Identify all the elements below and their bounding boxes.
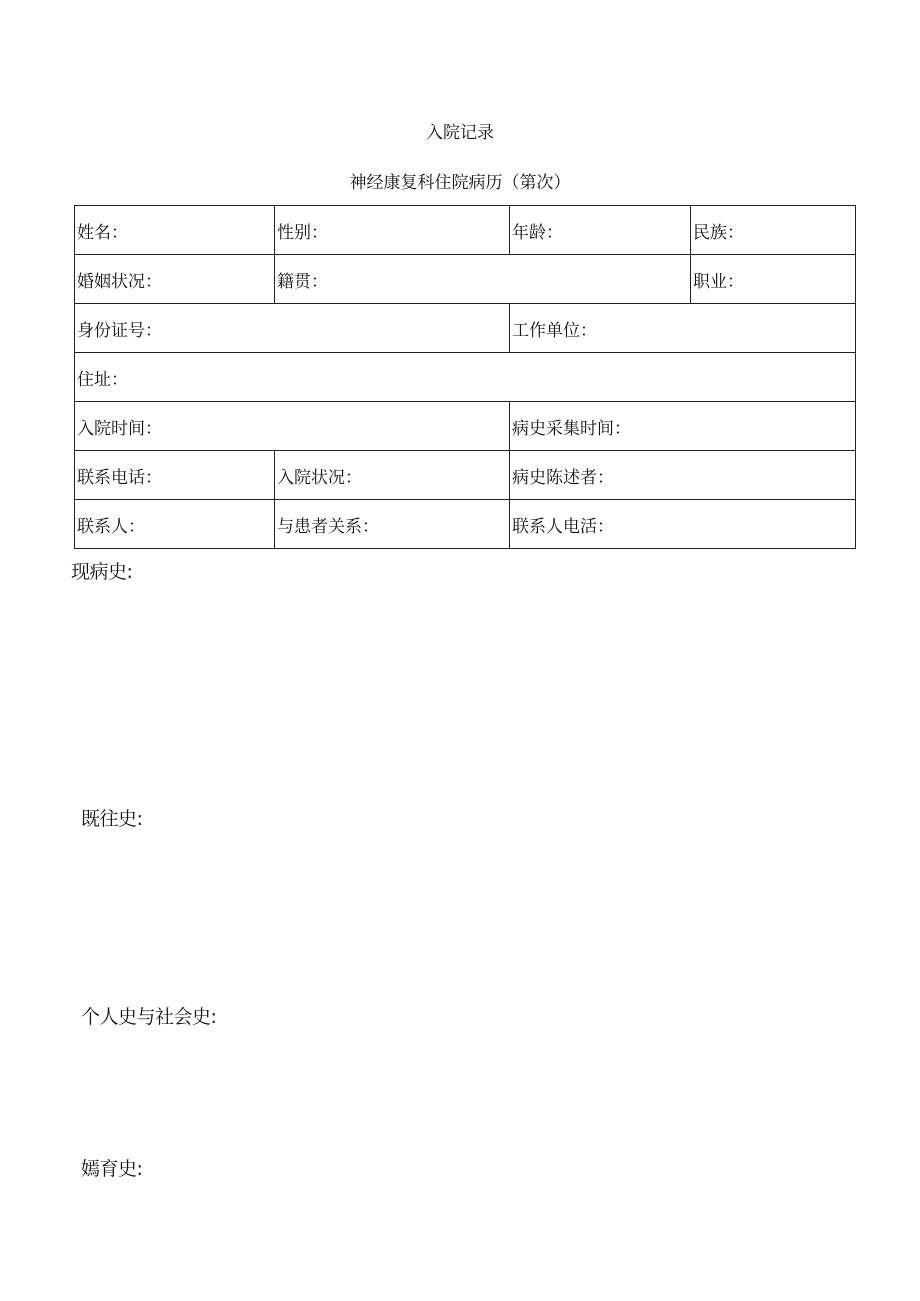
present-illness-heading: 现病史: [71,561,133,583]
table-row [75,500,856,549]
native-place-field[interactable]: 籍贯： [275,255,691,304]
contact-person-phone-field[interactable]: 联系人电活： [510,500,856,549]
history-narrator-field[interactable]: 病史陈述者： [510,451,856,500]
table-row [75,255,856,304]
marital-reproductive-history-heading: 嫣育史: [81,1158,143,1180]
employer-field[interactable]: 工作单位： [510,304,856,353]
age-field[interactable]: 年龄： [510,206,691,255]
document-subtitle: 神经康复科住院病历（第次） [349,173,571,193]
document-title: 入院记录 [426,123,494,143]
past-history-heading: 既往史: [81,808,143,830]
relationship-field[interactable]: 与患者关系： [275,500,510,549]
admission-time-field[interactable]: 入院时间： [75,402,510,451]
id-number-field[interactable]: 身份证号： [75,304,510,353]
name-field[interactable]: 姓名： [75,206,275,255]
ethnicity-field[interactable]: 民族： [691,206,856,255]
patient-info-table [74,205,856,549]
contact-person-field[interactable]: 联系人： [75,500,275,549]
table-row [75,353,856,402]
address-field[interactable]: 住址： [75,353,856,402]
personal-social-history-heading: 个人史与社会史: [81,1006,217,1028]
table-row [75,206,856,255]
table-row [75,304,856,353]
contact-phone-field[interactable]: 联系电话： [75,451,275,500]
gender-field[interactable]: 性别： [275,206,510,255]
occupation-field[interactable]: 职业： [691,255,856,304]
table-row [75,402,856,451]
admission-condition-field[interactable]: 入院状况： [275,451,510,500]
table-row [75,451,856,500]
marital-status-field[interactable]: 婚姻状况： [75,255,275,304]
history-collection-time-field[interactable]: 病史采集时间： [510,402,856,451]
